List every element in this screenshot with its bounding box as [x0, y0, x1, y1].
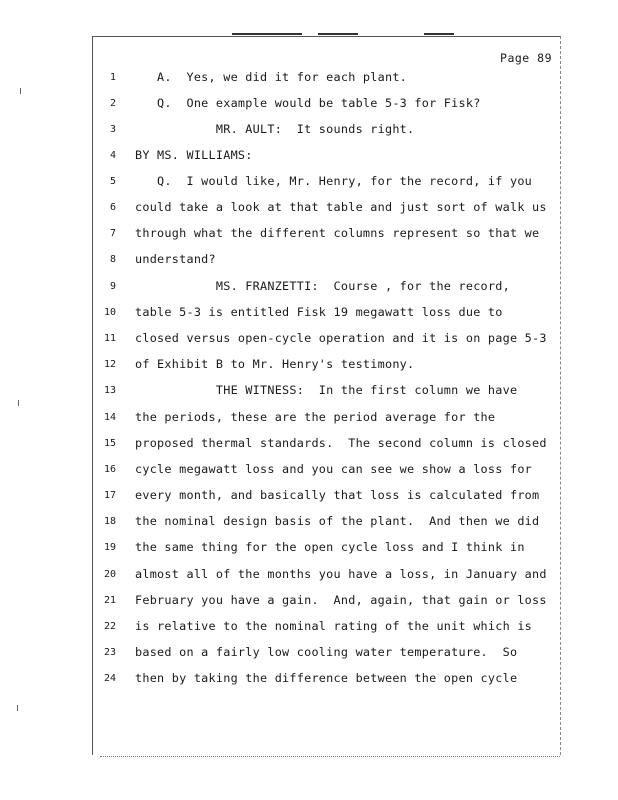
line-text: MR. AULT: It sounds right.: [135, 122, 415, 136]
page-number: Page 89: [500, 51, 552, 65]
line-text: cycle megawatt loss and you can see we show a loss for: [135, 462, 533, 476]
scan-speck: [18, 400, 22, 406]
line-text: of Exhibit B to Mr. Henry's testimony.: [135, 357, 415, 371]
transcript-line: [0, 94, 618, 116]
line-text: table 5-3 is entitled Fisk 19 megawatt loss due to: [135, 305, 503, 319]
transcript-line: [0, 460, 618, 482]
line-text: every month, and basically that loss is calculated from: [135, 488, 540, 502]
line-number: 11: [103, 333, 116, 344]
line-number: 13: [103, 385, 116, 396]
line-text: is relative to the nominal rating of the unit which is: [135, 619, 533, 633]
transcript-line: [0, 512, 618, 534]
line-number: 2: [109, 98, 116, 109]
line-text: understand?: [135, 252, 216, 266]
line-text: closed versus open-cycle operation and it is on page 5-3: [135, 331, 547, 345]
line-number: 5: [109, 176, 116, 187]
line-number: 20: [103, 569, 116, 580]
transcript-line: [0, 434, 618, 456]
line-text: MS. FRANZETTI: Course , for the record,: [135, 279, 510, 293]
line-number: 21: [103, 595, 116, 606]
line-text: could take a look at that table and just sort of walk us: [135, 200, 547, 214]
line-text: proposed thermal standards. The second column is closed: [135, 436, 547, 450]
transcript-line: [0, 538, 618, 560]
line-text: based on a fairly low cooling water temperature. So: [135, 645, 518, 659]
line-number: 14: [103, 412, 116, 423]
transcript-line: [0, 565, 618, 587]
line-number: 22: [103, 621, 116, 632]
line-number: 8: [109, 254, 116, 265]
line-text: the periods, these are the period average for the: [135, 410, 496, 424]
transcript-line: [0, 669, 618, 691]
line-number: 1: [109, 72, 116, 83]
line-number: 15: [103, 438, 116, 449]
transcript-line: [0, 250, 618, 272]
line-number: 19: [103, 542, 116, 553]
transcript-line: [0, 277, 618, 299]
line-text: A. Yes, we did it for each plant.: [135, 70, 408, 84]
line-text: THE WITNESS: In the first column we have: [135, 383, 518, 397]
top-scan-mark: [424, 33, 454, 35]
transcript-line: [0, 408, 618, 430]
line-number: 7: [109, 228, 116, 239]
transcript-line: [0, 486, 618, 508]
transcript-line: [0, 303, 618, 325]
footer-rule: [100, 756, 560, 757]
line-text: Q. I would like, Mr. Henry, for the record, if you: [135, 174, 533, 188]
transcript-line: [0, 355, 618, 377]
transcript-line: [0, 146, 618, 168]
transcript-line: [0, 198, 618, 220]
transcript-line: [0, 120, 618, 142]
line-number: 3: [109, 124, 116, 135]
line-number: 17: [103, 490, 116, 501]
top-scan-mark: [318, 33, 358, 35]
scan-speck: [17, 705, 21, 711]
line-number: 23: [103, 647, 116, 658]
line-number: 4: [109, 150, 116, 161]
scan-speck: [20, 88, 24, 94]
line-text: the same thing for the open cycle loss and I think in: [135, 540, 525, 554]
line-number: 9: [109, 281, 116, 292]
line-number: 10: [103, 307, 116, 318]
transcript-line: [0, 381, 618, 403]
line-text: the nominal design basis of the plant. And then we did: [135, 514, 540, 528]
line-text: then by taking the difference between the open cycle: [135, 671, 518, 685]
line-text: Q. One example would be table 5-3 for Fisk?: [135, 96, 481, 110]
transcript-line: [0, 591, 618, 613]
transcript-line: [0, 329, 618, 351]
transcript-line: [0, 224, 618, 246]
top-scan-mark: [232, 33, 302, 35]
line-text: February you have a gain. And, again, that gain or loss: [135, 593, 547, 607]
line-number: 24: [103, 673, 116, 684]
line-text: BY MS. WILLIAMS:: [135, 148, 253, 162]
line-text: almost all of the months you have a loss, in January and: [135, 567, 547, 581]
transcript-line: [0, 643, 618, 665]
line-text: through what the different columns represent so that we: [135, 226, 540, 240]
line-number: 16: [103, 464, 116, 475]
transcript-line: [0, 172, 618, 194]
line-number: 6: [109, 202, 116, 213]
line-number: 18: [103, 516, 116, 527]
transcript-line: [0, 68, 618, 90]
line-number: 12: [103, 359, 116, 370]
transcript-line: [0, 617, 618, 639]
